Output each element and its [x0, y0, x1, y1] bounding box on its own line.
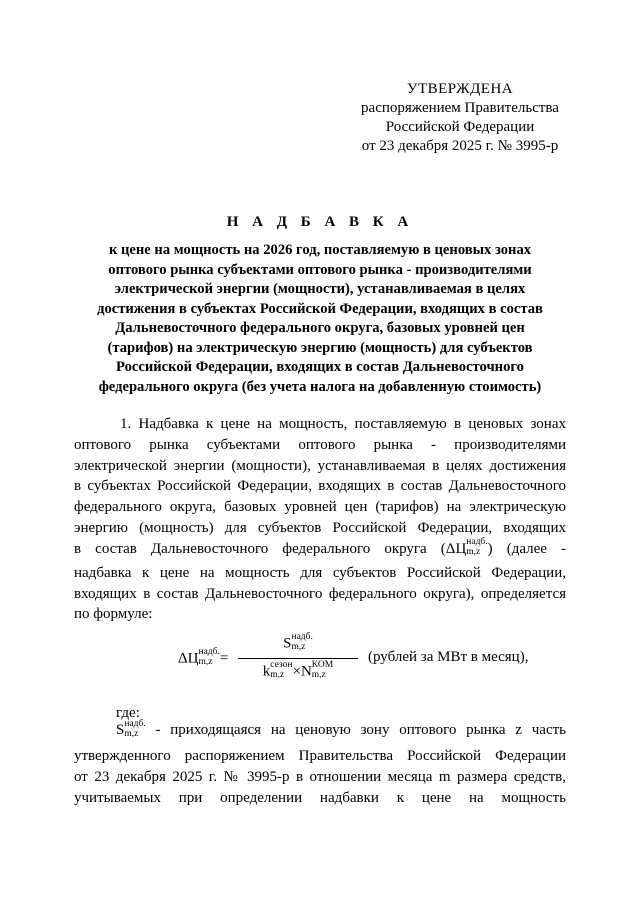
approval-line: Российской Федерации [385, 119, 535, 135]
subtitle-line: достижения в субъектах Российской Федерации, входящих в состав [97, 300, 543, 317]
k-glyph: k [262, 663, 271, 680]
paragraph-2 [74, 720, 566, 809]
times-sign: × [292, 663, 301, 680]
subtitle-line: (тарифов) на электрическую энергию (мощность) для субъектов [107, 339, 533, 356]
paragraph-line: 1. Надбавка к цене на мощность, поставляемую в ценовых зонах [120, 416, 566, 432]
n-glyph: N [300, 663, 312, 680]
delta-c-symbol [445, 537, 488, 558]
formula-lhs [178, 649, 228, 669]
equals-sign: = [219, 650, 229, 667]
paragraph-text: - приходящаяся на ценовую зону оптового рынка z часть [155, 722, 566, 738]
paragraph-line: энергию (мощность) для субъектов Российской Федерации, входящих [74, 519, 566, 536]
s-glyph: S [283, 635, 292, 652]
delta-c-glyph: ΔЦ [445, 540, 467, 557]
subtitle-line: Российской Федерации, входящих в состав Дальневосточного [116, 359, 524, 375]
subtitle-line: федерального округа (без учета налога на добавленную стоимость) [98, 378, 542, 395]
symbol-indices [198, 647, 219, 667]
approval-line: от 23 декабря 2025 г. № 3995-р [361, 138, 559, 154]
paragraph-line: надбавка к цене на мощность для субъектов Российской Федерации, [74, 564, 566, 581]
formula-numerator [238, 634, 358, 654]
approval-stamp [340, 80, 580, 156]
subscript: m,z [311, 670, 326, 680]
superscript: надб. [291, 632, 313, 642]
subscript: m,z [270, 670, 285, 680]
subtitle-line: электрической энергии (мощности), устанавливаемая в целях [114, 281, 526, 297]
superscript: надб. [198, 647, 220, 657]
paragraph-line-with-symbol [74, 720, 566, 746]
document-heading [74, 214, 566, 397]
approval-title: УТВЕРЖДЕНА [406, 81, 514, 97]
superscript: надб. [466, 537, 488, 548]
paragraph-text: ) (далее - [487, 540, 566, 557]
subtitle-line: Дальневосточного федерального округа, базовых уровней цен [115, 320, 525, 336]
subscript: m,z [291, 642, 306, 652]
fraction-bar [238, 658, 358, 659]
symbol-indices [292, 632, 313, 652]
paragraph-line: по формуле: [74, 606, 153, 623]
paragraph-line: электрической энергии (мощности), устанавливаемая в целях достижения [74, 457, 566, 474]
paragraph-line: от 23 декабря 2025 г. № 3995-р в отношении месяца m размера средств, [74, 769, 566, 785]
paragraph-line: утвержденного распоряжением Правительства Российской Федерации [74, 748, 566, 764]
symbol-indices [466, 537, 487, 557]
formula [178, 632, 529, 690]
symbol-indices [270, 660, 292, 680]
superscript: сезон [270, 660, 293, 670]
subscript: m,z [466, 547, 481, 558]
paragraph-line: оптового рынка субъектами оптового рынка - производителями [74, 436, 566, 453]
paragraph-line: входящих в состав Дальневосточного федерального округа), определяется [74, 585, 566, 602]
paragraph-line-with-symbol [74, 539, 566, 563]
paragraph-1 [74, 414, 566, 625]
subscript: m,z [198, 657, 213, 667]
symbol-indices [124, 719, 145, 739]
paragraph-text: в состав Дальневосточного федерального округа ( [74, 540, 446, 557]
superscript: надб. [124, 718, 146, 729]
formula-denominator [238, 662, 358, 682]
symbol-indices [312, 660, 333, 680]
formula-unit: (рублей за МВт в месяц), [368, 649, 529, 665]
document-title: Н А Д Б А В К А [226, 214, 414, 230]
delta-c-glyph: ΔЦ [178, 650, 199, 667]
superscript: КОМ [311, 660, 334, 670]
paragraph-line: в субъектах Российской Федерации, входящих в состав Дальневосточного [74, 478, 566, 495]
s-symbol [116, 718, 146, 739]
paragraph-line: учитываемых при определении надбавки к цене на мощность [74, 790, 566, 806]
s-glyph: S [116, 722, 125, 738]
approval-line: распоряжением Правительства [361, 100, 559, 116]
paragraph-line: федерального округа, базовых уровней цен (тарифов) на электрическую [74, 499, 566, 516]
subtitle-line: оптового рынка субъектами оптового рынка - производителями [108, 261, 532, 278]
subscript: m,z [124, 728, 139, 739]
document-subtitle [74, 241, 566, 397]
subtitle-line: к цене на мощность на 2026 год, поставляемую в ценовых зонах [108, 242, 532, 258]
where-label: где: [116, 705, 140, 721]
